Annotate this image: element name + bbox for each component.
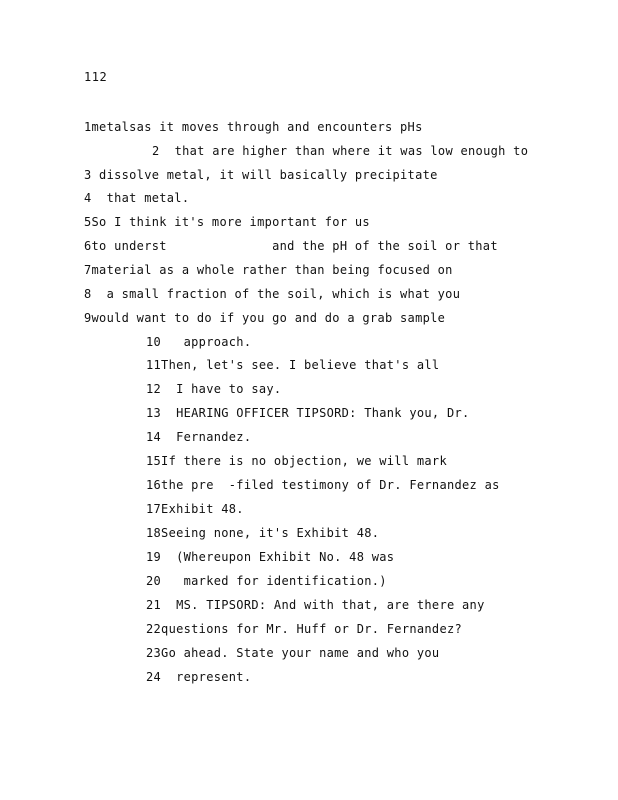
page-number: 112 <box>84 70 108 84</box>
transcript-line-2: 2 that are higher than where it was low enough to <box>152 144 529 158</box>
transcript-line-21: 21 MS. TIPSORD: And with that, are there any <box>146 598 485 612</box>
transcript-line-24: 24 represent. <box>146 670 252 684</box>
transcript-line-16: 16the pre -filed testimony of Dr. Fernandez as <box>146 478 500 492</box>
transcript-line-9: 9would want to do if you go and do a grab sample <box>84 311 446 325</box>
transcript-line-19: 19 (Whereupon Exhibit No. 48 was <box>146 550 395 564</box>
transcript-line-17: 17Exhibit 48. <box>146 502 244 516</box>
transcript-line-23: 23Go ahead. State your name and who you <box>146 646 440 660</box>
transcript-line-18: 18Seeing none, it's Exhibit 48. <box>146 526 380 540</box>
transcript-line-11: 11Then, let's see. I believe that's all <box>146 358 440 372</box>
transcript-line-6: 6to underst and the pH of the soil or that <box>84 239 498 253</box>
transcript-line-20: 20 marked for identification.) <box>146 574 387 588</box>
transcript-line-14: 14 Fernandez. <box>146 430 252 444</box>
transcript-line-22: 22questions for Mr. Huff or Dr. Fernandez? <box>146 622 463 636</box>
transcript-line-15: 15If there is no objection, we will mark <box>146 454 447 468</box>
transcript-line-8: 8 a small fraction of the soil, which is what you <box>84 287 461 301</box>
transcript-line-10: 10 approach. <box>146 335 252 349</box>
transcript-line-1: 1metalsas it moves through and encounters pHs <box>84 120 423 134</box>
transcript-line-5: 5So I think it's more important for us <box>84 215 370 229</box>
transcript-line-13: 13 HEARING OFFICER TIPSORD: Thank you, Dr. <box>146 406 470 420</box>
transcript-line-4: 4 that metal. <box>84 191 190 205</box>
transcript-line-7: 7material as a whole rather than being focused on <box>84 263 453 277</box>
transcript-line-3: 3 dissolve metal, it will basically precipitate <box>84 168 438 182</box>
transcript-line-12: 12 I have to say. <box>146 382 282 396</box>
